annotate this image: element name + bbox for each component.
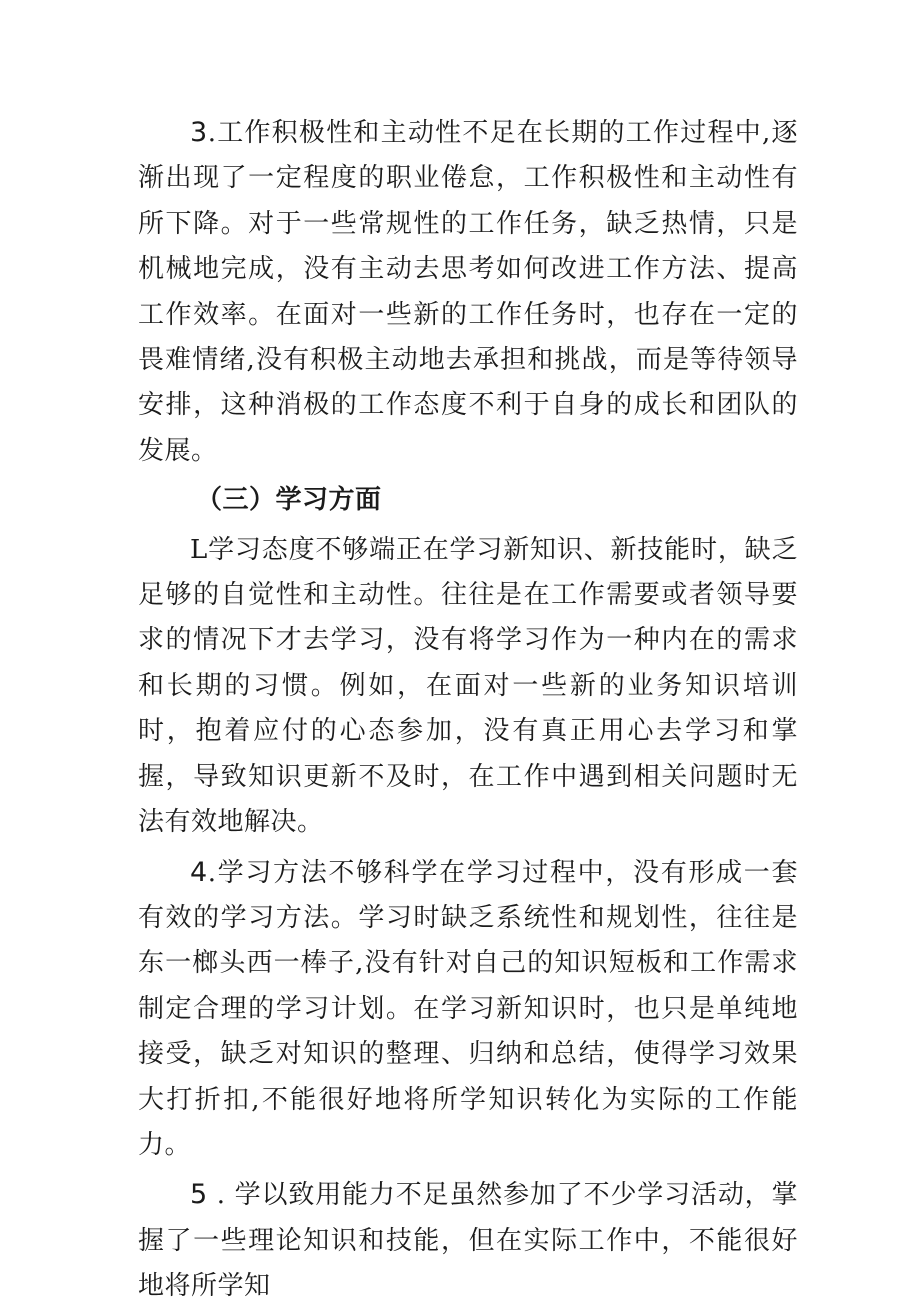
- paragraph-learning-method: [138, 850, 798, 1169]
- paragraph-learning-attitude: [138, 528, 798, 846]
- paragraph-number: 5: [190, 1179, 208, 1211]
- section-heading-learning: （三）学习方面: [196, 485, 382, 516]
- paragraph-work-initiative: [138, 110, 798, 474]
- paragraph-text: .学习方法不够科学在学习过程中，没有形成一套有效的学习方法。学习时缺乏系统性和规划性，往往是东一榔头西一棒子,没有针对自己的知识短板和工作需求制定合理的学习计划。在学习新知识时，也只是单纯地接受，缺乏对知识的整理、归纳和总结，使得学习效果大打折扣,不能很好地将所学知识转化为实际的工作能力。: [138, 857, 798, 1160]
- paragraph-number: 3: [190, 117, 208, 148]
- paragraph-text: . 学以致用能力不足虽然参加了不少学习活动，掌握了一些理论知识和技能，但在实际工作中，不能很好地将所学知: [138, 1180, 798, 1302]
- paragraph-text: .工作积极性和主动性不足在长期的工作过程中,逐渐出现了一定程度的职业倦怠，工作积极性和主动性有所下降。对于一些常规性的工作任务，缺乏热情，只是机械地完成，没有主动去思考如何改进工作方法、提高工作效率。在面对一些新的工作任务时，也存在一定的畏难情绪,没有积极主动地去承担和挑战，而是等待领导安排，这种消极的工作态度不利于自身的成长和团队的发展。: [138, 118, 798, 466]
- paragraph-text: L学习态度不够端正在学习新知识、新技能时，缺乏足够的自觉性和主动性。往往是在工作需要或者领导要求的情况下才去学习，没有将学习作为一种内在的需求和长期的习惯。例如，在面对一些新的业务知识培训时，抱着应付的心态参加，没有真正用心去学习和掌握，导致知识更新不及时，在工作中遇到相关问题时无法有效地解决。: [138, 534, 798, 838]
- paragraph-application: [138, 1172, 798, 1309]
- paragraph-number: 4: [190, 856, 208, 888]
- document-body: [138, 110, 798, 1310]
